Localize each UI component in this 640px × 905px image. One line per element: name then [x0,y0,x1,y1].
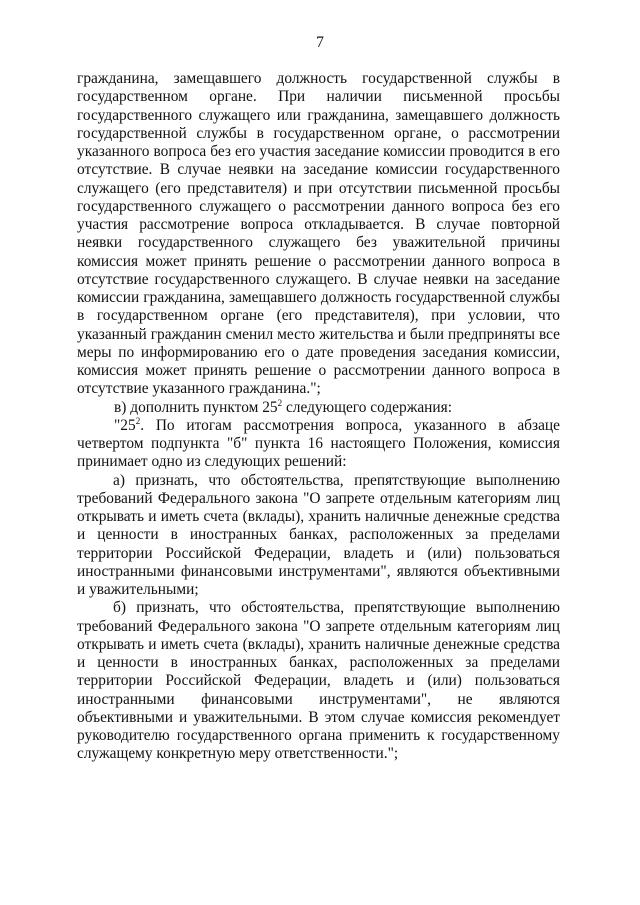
amendment-v-text: в) дополнить пунктом 25 [114,398,278,416]
amendment-v-tail: следующего содержания: [282,398,452,416]
page-number: 7 [316,34,324,51]
paragraph-decision-a: а) признать, что обстоятельства, препятствующие выполнению требований Федерального закона "О запрете отдельным категориям лиц открывать и иметь счета (вклады), хранить наличные денежные средства и ценности в иностранных банках, расположенных за пределами территории Российской Федерации, владеть и (или) пользоваться иностранными финансовыми инструментами", являются объективными и уважительными; [77,471,560,598]
superscript-2: 2 [277,397,283,408]
paragraph-continuation: гражданина, замещавшего должность государственной службы в государственном органе. При наличии письменной просьбы государственного служащего или гражданина, замещавшего должность государственной службы в государственном органе, о рассмотрении указанного вопроса без его участия заседание комиссии проводится в его отсутствие. В случае неявки на заседание комиссии государственного служащего (его представителя) и при отсутствии письменной просьбы государственного служащего о рассмотрении данного вопроса без его участия рассмотрение вопроса откладывается. В случае повторной неявки государственного служащего без уважительной причины комиссия может принять решение о рассмотрении данного вопроса в отсутствие государственного служащего. В случае неявки на заседание комиссии гражданина, замещавшего должность государственной службы в государственном органе (его представителя), при условии, что указанный гражданин сменил место жительства и были предприняты все меры по информированию его о дате проведения заседания комиссии, комиссия может принять решение о рассмотрении данного вопроса в отсутствие указанного гражданина."; [77,70,560,398]
document-body [77,70,560,764]
paragraph-clause-25-2 [77,417,560,472]
superscript-2: 2 [135,415,141,426]
clause-text: . По итогам рассмотрения вопроса, указанного в абзаце четвертом подпункта "б" пункта 16 настоящего Положения, комиссия принимает одно из следующих решений: [77,416,560,471]
clause-number: "25 [114,416,136,434]
paragraph-amendment-v [77,399,560,417]
paragraph-decision-b: б) признать, что обстоятельства, препятствующие выполнению требований Федерального закона "О запрете отдельным категориям лиц открывать и иметь счета (вклады), хранить наличные денежные средства и ценности в иностранных банках, расположенных за пределами территории Российской Федерации, владеть и (или) пользоваться иностранными финансовыми инструментами", не являются объективными и уважительными. В этом случае комиссия рекомендует руководителю государственного органа применить к государственному служащему конкретную меру ответственности."; [77,599,560,763]
